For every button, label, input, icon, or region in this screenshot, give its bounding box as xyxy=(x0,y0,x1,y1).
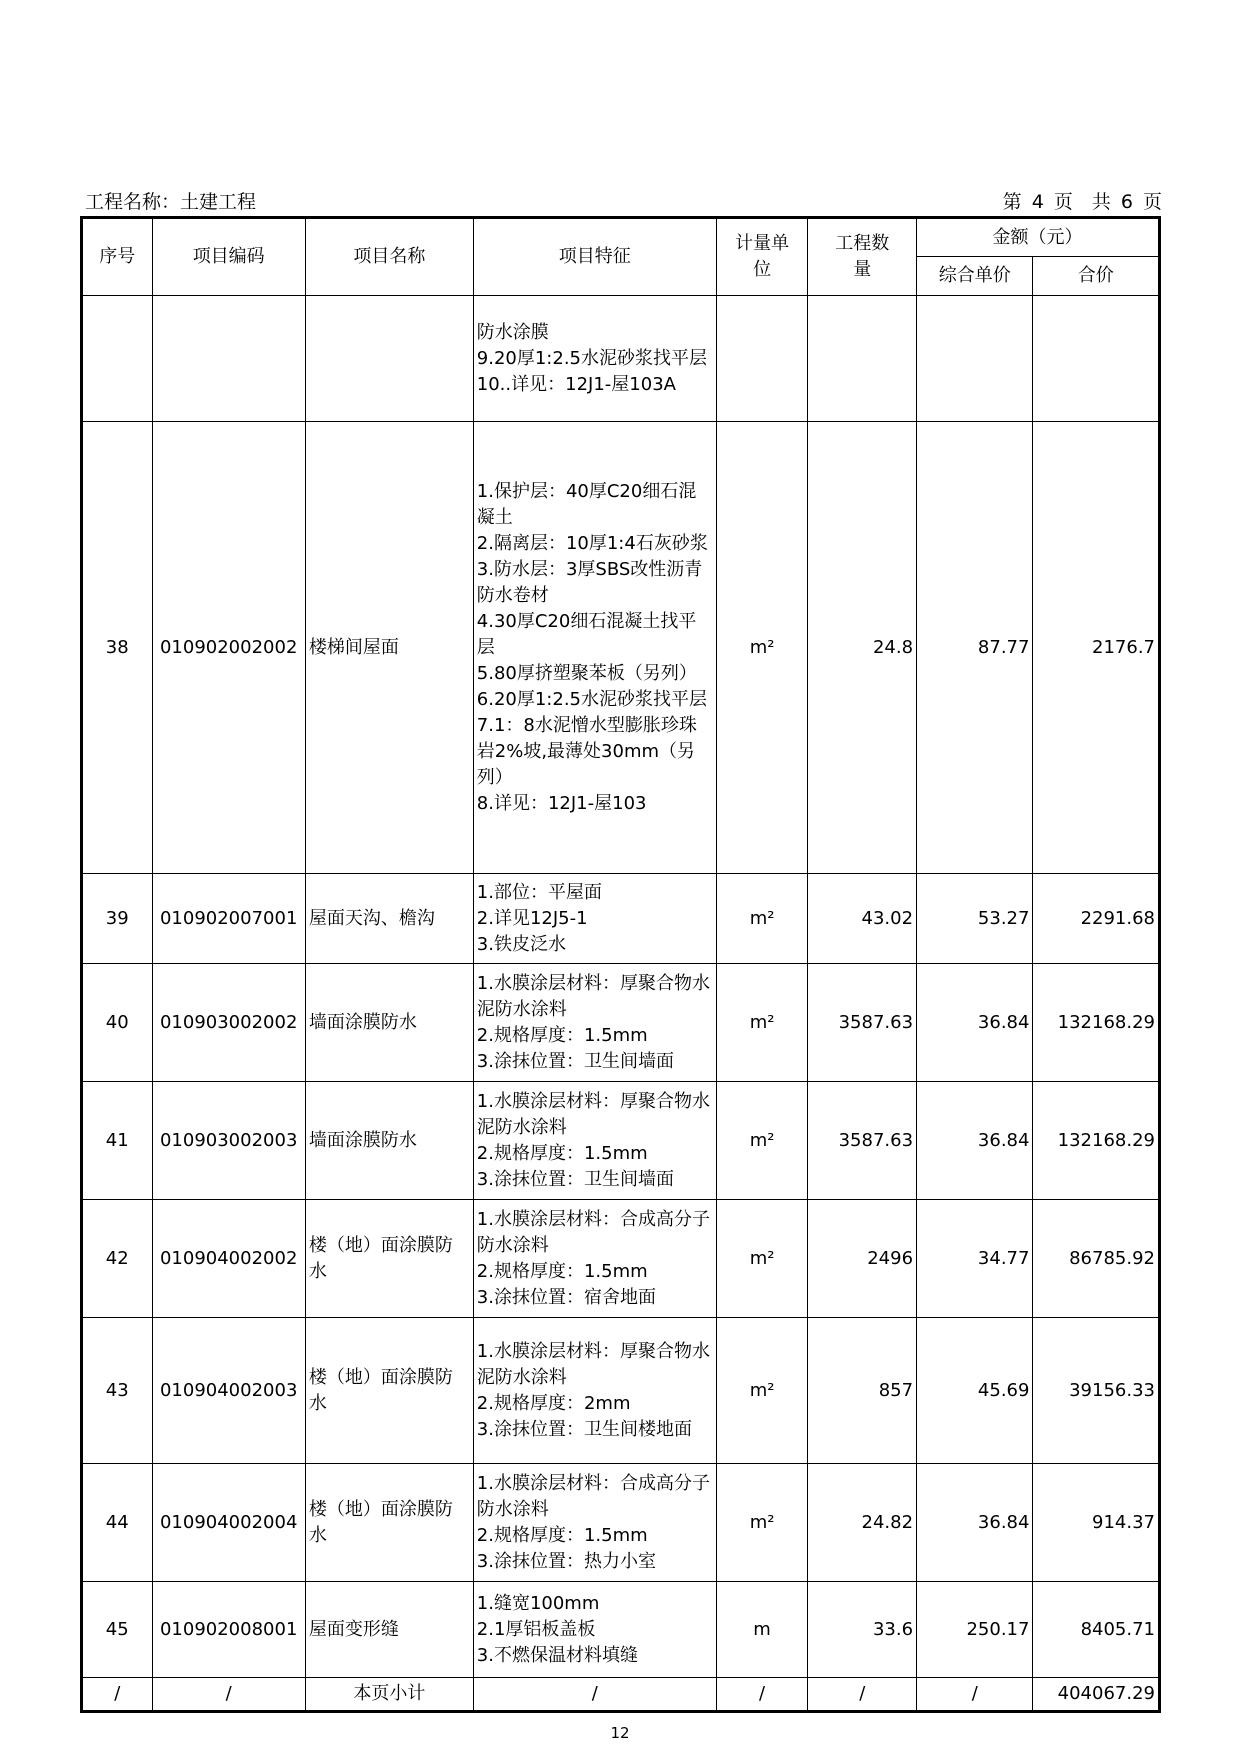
row-qty: 33.6 xyxy=(808,1582,917,1678)
feature-line: 4.30厚C20细石混凝土找平层 xyxy=(476,610,697,658)
row-features xyxy=(473,1318,716,1464)
row-features xyxy=(473,296,716,422)
row-name: 楼（地）面涂膜防水 xyxy=(305,1200,473,1318)
row-unit: m² xyxy=(716,964,808,1082)
header-amount: 金额（元） xyxy=(917,218,1160,257)
row-features xyxy=(473,964,716,1082)
feature-line: 3.涂抹位置：卫生间楼地面 xyxy=(476,1418,692,1440)
header-total: 合价 xyxy=(1033,257,1160,296)
header-name: 项目名称 xyxy=(305,218,473,296)
row-qty: 24.8 xyxy=(808,422,917,874)
row-seq: 38 xyxy=(82,422,153,874)
row-total: 39156.33 xyxy=(1033,1318,1160,1464)
row-code: 010902007001 xyxy=(152,874,305,964)
feature-line: 1.缝宽100mm xyxy=(476,1592,600,1614)
feature-line: 2.规格厚度：1.5mm xyxy=(476,1260,648,1282)
row-total: 914.37 xyxy=(1033,1464,1160,1582)
feature-line: 2.详见12J5-1 xyxy=(476,907,588,929)
page-number: 12 xyxy=(610,1724,630,1742)
feature-line: 2.规格厚度：2mm xyxy=(476,1392,631,1414)
feature-line: 3.不燃保温材料填缝 xyxy=(476,1644,638,1666)
feature-line: 1.水膜涂层材料：厚聚合物水泥防水涂料 xyxy=(476,1340,710,1388)
feature-line: 5.80厚挤塑聚苯板（另列） xyxy=(476,662,697,684)
header-unit-price: 综合单价 xyxy=(917,257,1033,296)
subtotal-total: 404067.29 xyxy=(1033,1678,1160,1712)
row-seq: 44 xyxy=(82,1464,153,1582)
row-seq: 40 xyxy=(82,964,153,1082)
row-seq: 42 xyxy=(82,1200,153,1318)
feature-line: 1.水膜涂层材料：厚聚合物水泥防水涂料 xyxy=(476,1090,710,1138)
feature-line: 3.涂抹位置：热力小室 xyxy=(476,1550,656,1572)
subtotal-label: 本页小计 xyxy=(305,1678,473,1712)
feature-line: 1.水膜涂层材料：合成高分子防水涂料 xyxy=(476,1472,710,1520)
row-seq: 45 xyxy=(82,1582,153,1678)
row-unit-price: 87.77 xyxy=(917,422,1033,874)
row-code: 010904002004 xyxy=(152,1464,305,1582)
subtotal-unit-price: / xyxy=(917,1678,1033,1712)
row-total: 86785.92 xyxy=(1033,1200,1160,1318)
row-total: 132168.29 xyxy=(1033,964,1160,1082)
row-unit: m xyxy=(716,1582,808,1678)
row-name: 屋面变形缝 xyxy=(305,1582,473,1678)
row-name: 墙面涂膜防水 xyxy=(305,1082,473,1200)
row-qty: 24.82 xyxy=(808,1464,917,1582)
row-unit-price: 36.84 xyxy=(917,1082,1033,1200)
row-unit: m² xyxy=(716,874,808,964)
row-code: 010902008001 xyxy=(152,1582,305,1678)
row-seq xyxy=(82,296,153,422)
project-name: 工程名称：土建工程 xyxy=(85,191,257,213)
row-qty: 857 xyxy=(808,1318,917,1464)
row-total xyxy=(1033,296,1160,422)
subtotal-row xyxy=(82,1678,1160,1712)
row-unit: m² xyxy=(716,1464,808,1582)
feature-line: 6.20厚1:2.5水泥砂浆找平层 xyxy=(476,688,708,710)
table-body xyxy=(82,296,1160,1678)
row-total: 8405.71 xyxy=(1033,1582,1160,1678)
row-code: 010904002002 xyxy=(152,1200,305,1318)
bill-of-quantities-table xyxy=(80,216,1161,1713)
page-info: 第 4 页 共 6 页 xyxy=(1002,191,1162,213)
subtotal-qty: / xyxy=(808,1678,917,1712)
table-row xyxy=(82,874,1160,964)
row-features xyxy=(473,1082,716,1200)
header-qty: 工程数量 xyxy=(808,218,917,296)
subtotal-code: / xyxy=(152,1678,305,1712)
feature-line: 10..详见：12J1-屋103A xyxy=(476,373,676,395)
table-row xyxy=(82,422,1160,874)
feature-line: 9.20厚1:2.5水泥砂浆找平层 xyxy=(476,347,708,369)
feature-line: 1.水膜涂层材料：厚聚合物水泥防水涂料 xyxy=(476,972,710,1020)
feature-line: 3.涂抹位置：宿舍地面 xyxy=(476,1286,656,1308)
row-unit: m² xyxy=(716,1082,808,1200)
row-unit-price: 36.84 xyxy=(917,1464,1033,1582)
feature-line: 1.保护层：40厚C20细石混凝土 xyxy=(476,480,697,528)
row-total: 2176.7 xyxy=(1033,422,1160,874)
table-row xyxy=(82,964,1160,1082)
feature-line: 3.防水层：3厚SBS改性沥青防水卷材 xyxy=(476,558,703,606)
row-unit-price: 250.17 xyxy=(917,1582,1033,1678)
table-row xyxy=(82,1082,1160,1200)
table-row xyxy=(82,1464,1160,1582)
feature-line: 7.1：8水泥憎水型膨胀珍珠岩2%坡,最薄处30mm（另列） xyxy=(476,714,697,788)
row-code: 010903002003 xyxy=(152,1082,305,1200)
feature-line: 3.涂抹位置：卫生间墙面 xyxy=(476,1050,674,1072)
row-total: 132168.29 xyxy=(1033,1082,1160,1200)
row-unit: m² xyxy=(716,1200,808,1318)
table-row xyxy=(82,296,1160,422)
row-name: 楼梯间屋面 xyxy=(305,422,473,874)
row-code xyxy=(152,296,305,422)
row-qty: 3587.63 xyxy=(808,1082,917,1200)
row-unit-price: 36.84 xyxy=(917,964,1033,1082)
row-name: 墙面涂膜防水 xyxy=(305,964,473,1082)
table-row xyxy=(82,1318,1160,1464)
feature-line: 8.详见：12J1-屋103 xyxy=(476,792,647,814)
row-seq: 39 xyxy=(82,874,153,964)
row-total: 2291.68 xyxy=(1033,874,1160,964)
feature-line: 1.部位：平屋面 xyxy=(476,881,602,903)
row-unit-price: 34.77 xyxy=(917,1200,1033,1318)
row-code: 010903002002 xyxy=(152,964,305,1082)
table-row xyxy=(82,1200,1160,1318)
row-qty xyxy=(808,296,917,422)
subtotal-seq: / xyxy=(82,1678,153,1712)
row-unit: m² xyxy=(716,422,808,874)
feature-line: 防水涂膜 xyxy=(476,321,549,343)
feature-line: 2.隔离层：10厚1:4石灰砂浆 xyxy=(476,532,708,554)
row-unit: m² xyxy=(716,1318,808,1464)
row-seq: 43 xyxy=(82,1318,153,1464)
feature-line: 2.规格厚度：1.5mm xyxy=(476,1524,648,1546)
header-code: 项目编码 xyxy=(152,218,305,296)
row-features xyxy=(473,874,716,964)
feature-line: 2.1厚铝板盖板 xyxy=(476,1618,596,1640)
row-features xyxy=(473,1200,716,1318)
row-unit-price xyxy=(917,296,1033,422)
row-features xyxy=(473,1464,716,1582)
row-unit xyxy=(716,296,808,422)
subtotal-features: / xyxy=(473,1678,716,1712)
feature-line: 3.铁皮泛水 xyxy=(476,933,566,955)
row-name xyxy=(305,296,473,422)
row-name: 屋面天沟、檐沟 xyxy=(305,874,473,964)
row-name: 楼（地）面涂膜防水 xyxy=(305,1318,473,1464)
feature-line: 2.规格厚度：1.5mm xyxy=(476,1024,648,1046)
header-seq: 序号 xyxy=(82,218,153,296)
row-qty: 3587.63 xyxy=(808,964,917,1082)
row-features xyxy=(473,422,716,874)
row-features xyxy=(473,1582,716,1678)
feature-line: 1.水膜涂层材料：合成高分子防水涂料 xyxy=(476,1208,710,1256)
row-name: 楼（地）面涂膜防水 xyxy=(305,1464,473,1582)
row-unit-price: 45.69 xyxy=(917,1318,1033,1464)
row-unit-price: 53.27 xyxy=(917,874,1033,964)
header-unit: 计量单位 xyxy=(716,218,808,296)
row-code: 010902002002 xyxy=(152,422,305,874)
row-qty: 43.02 xyxy=(808,874,917,964)
table-row xyxy=(82,1582,1160,1678)
subtotal-unit: / xyxy=(716,1678,808,1712)
header-features: 项目特征 xyxy=(473,218,716,296)
row-seq: 41 xyxy=(82,1082,153,1200)
row-code: 010904002003 xyxy=(152,1318,305,1464)
feature-line: 3.涂抹位置：卫生间墙面 xyxy=(476,1168,674,1190)
feature-line: 2.规格厚度：1.5mm xyxy=(476,1142,648,1164)
row-qty: 2496 xyxy=(808,1200,917,1318)
